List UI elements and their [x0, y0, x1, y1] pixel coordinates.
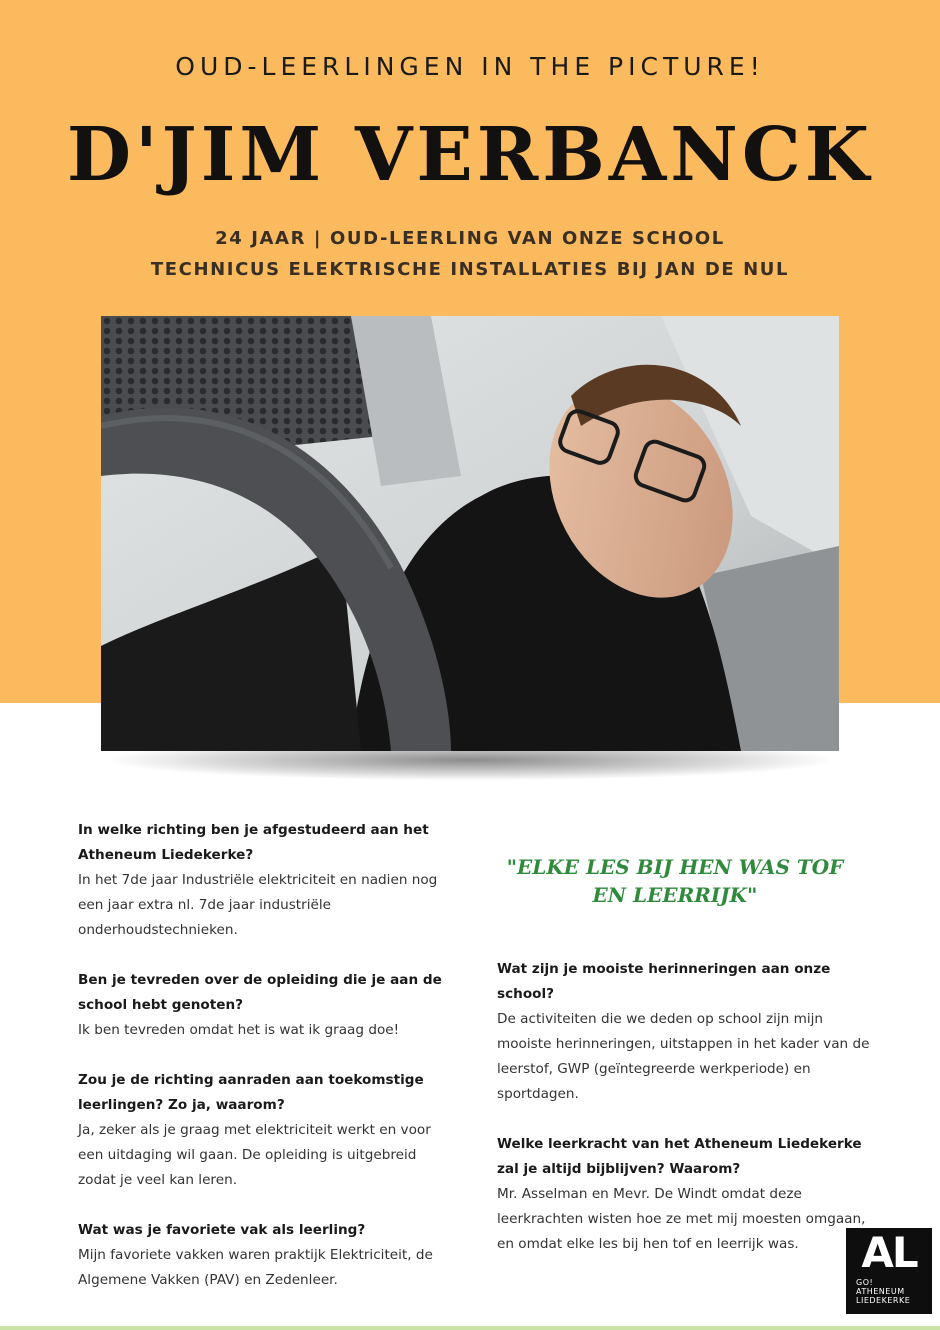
question: Wat was je favoriete vak als leerling? [78, 1222, 366, 1238]
answer: Ik ben tevreden omdat het is wat ik graag doe! [78, 1022, 400, 1038]
pull-quote-line-1: "ELKE LES BIJ HEN WAS TOF [506, 855, 844, 879]
question: Zou je de richting aanraden aan toekomstige leerlingen? Zo ja, waarom? [78, 1072, 424, 1113]
question: Welke leerkracht van het Atheneum Liedekerke zal je altijd bijblijven? Waarom? [497, 1136, 862, 1177]
subtitle-age-role: 24 JAAR | OUD-LEERLING VAN ONZE SCHOOL [215, 228, 725, 249]
kicker-title: OUD-LEERLINGEN IN THE PICTURE! [175, 52, 765, 81]
answer: Mr. Asselman en Mevr. De Windt omdat deze leerkrachten wisten hoe ze met mij moesten omgaan, en omdat elke les bij hen tof en leerrijk was. [497, 1186, 866, 1252]
page-title: D'JIM VERBANCK [66, 112, 874, 198]
subtitle-job: TECHNICUS ELEKTRISCHE INSTALLATIES BIJ JAN DE NUL [150, 259, 790, 280]
logo-line-3: LIEDEKERKE [856, 1296, 911, 1305]
pull-quote-line-2: EN LEERRIJK" [592, 883, 758, 907]
logo-line-2: ATHENEUM [856, 1287, 905, 1296]
qa-item [78, 818, 458, 943]
answer: Ja, zeker als je graag met elektriciteit werkt en voor een uitdaging wil gaan. De opleiding is uitgebreid zodat je veel kan leren. [78, 1122, 431, 1188]
bottom-divider [0, 1326, 940, 1330]
logo-letters: AL [861, 1228, 917, 1277]
portrait-photo [101, 316, 839, 751]
left-column [78, 818, 458, 1318]
qa-item [78, 1068, 458, 1193]
qa-item [78, 1218, 458, 1293]
right-column [497, 957, 877, 1282]
logo-text [856, 1278, 928, 1305]
question: Wat zijn je mooiste herinneringen aan onze school? [497, 961, 831, 1002]
answer: Mijn favoriete vakken waren praktijk Elektriciteit, de Algemene Vakken (PAV) en Zedenleer. [78, 1247, 433, 1288]
answer: De activiteiten die we deden op school zijn mijn mooiste herinneringen, uitstappen in het kader van de leerstof, GWP (geïntegreerde werkperiode) en sportdagen. [497, 1011, 870, 1102]
question: In welke richting ben je afgestudeerd aan het Atheneum Liedekerke? [78, 822, 429, 863]
school-logo [846, 1228, 932, 1314]
qa-item [497, 957, 877, 1107]
qa-item [497, 1132, 877, 1257]
qa-item [78, 968, 458, 1043]
answer: In het 7de jaar Industriële elektriciteit en nadien nog een jaar extra nl. 7de jaar industriële onderhoudstechnieken. [78, 872, 438, 938]
logo-line-1: GO! [856, 1278, 874, 1287]
question: Ben je tevreden over de opleiding die je aan de school hebt genoten? [78, 972, 442, 1013]
pull-quote [497, 853, 853, 909]
